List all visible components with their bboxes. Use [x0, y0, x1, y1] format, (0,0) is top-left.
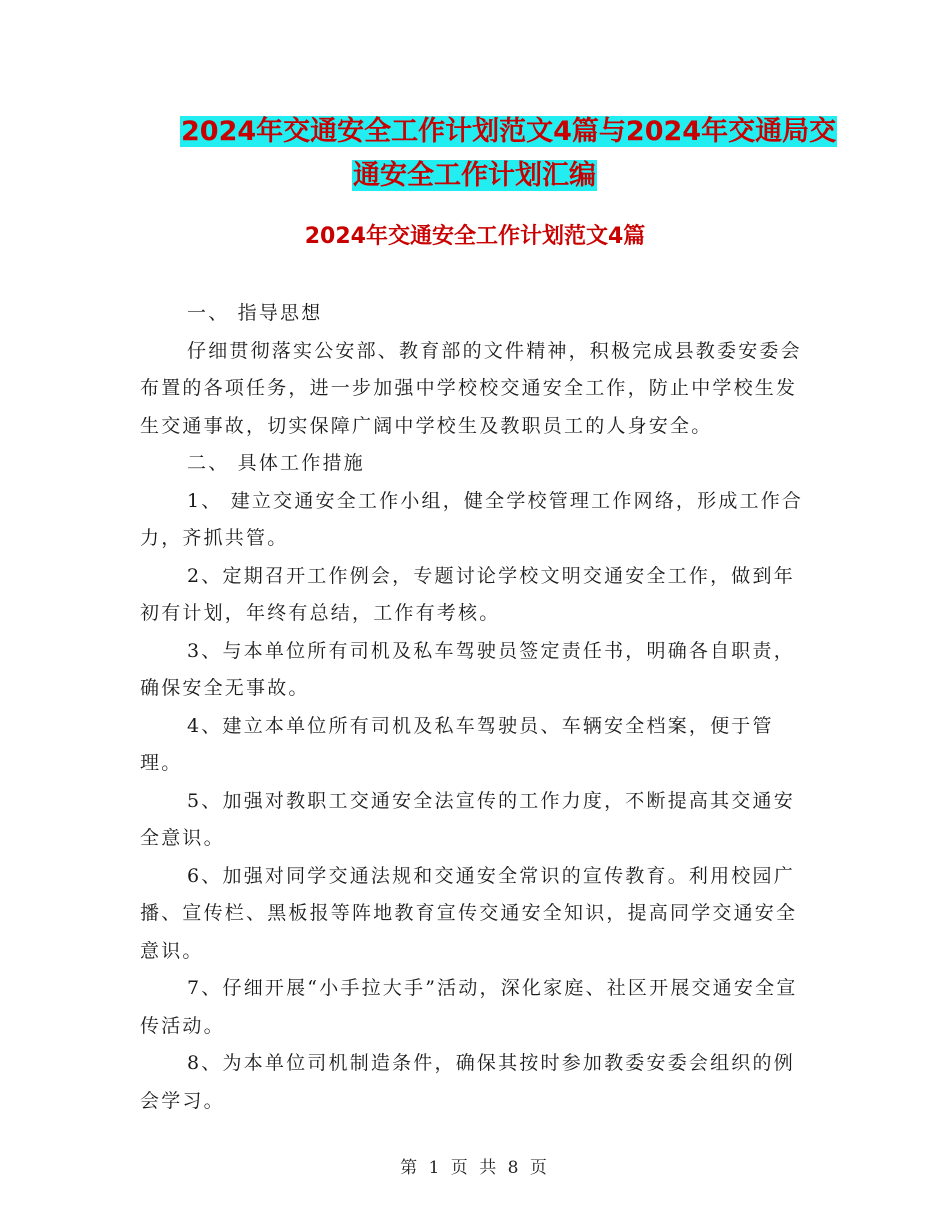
list-item: 5、加强对教职工交通安全法宣传的工作力度，不断提高其交通安全意识。	[140, 789, 795, 849]
document-title-line-1	[180, 112, 837, 152]
list-item: 4、建立本单位所有司机及私车驾驶员、车辆安全档案，便于管理。	[140, 714, 774, 774]
list-item: 6、加强对同学交通法规和交通安全常识的宣传教育。利用校园广播、宣传栏、黑板报等阵地教育宣传交通安全知识，提高同学交通安全意识。	[140, 864, 798, 962]
paragraph-heading-2: 二、 具体工作措施	[187, 452, 365, 474]
paragraph: 仔细贯彻落实公安部、教育部的文件精神，积极完成县教委安委会布置的各项任务，进一步加强中学校校交通安全工作，防止中学校生发生交通事故，切实保障广阔中学校生及教职员工的人身安全。	[140, 339, 802, 437]
body-text	[140, 295, 810, 1120]
document-title-highlight-2: 通安全工作计划汇编	[353, 160, 596, 191]
paragraph-heading-1: 一、 指导思想	[187, 302, 323, 324]
page-footer: 第 1 页 共 8 页	[400, 1158, 550, 1178]
document-title-line-2	[352, 156, 652, 196]
list-item: 7、仔细开展“小手拉大手”活动，深化家庭、社区开展交通安全宣传活动。	[140, 977, 798, 1037]
list-item: 2、定期召开工作例会，专题讨论学校文明交通安全工作，做到年初有计划，年终有总结，工作有考核。	[140, 564, 795, 624]
list-item: 3、与本单位所有司机及私车驾驶员签定责任书，明确各自职责，确保安全无事故。	[140, 639, 795, 699]
list-item: 8、为本单位司机制造条件，确保其按时参加教委安委会组织的例会学习。	[140, 1052, 795, 1112]
document-title-highlight-1: 2024年交通安全工作计划范文4篇与2024年交通局交	[181, 116, 837, 147]
list-item: 1、 建立交通安全工作小组，健全学校管理工作网络，形成工作合力，齐抓共管。	[140, 489, 804, 549]
section-title: 2024年交通安全工作计划范文4篇	[304, 224, 646, 249]
